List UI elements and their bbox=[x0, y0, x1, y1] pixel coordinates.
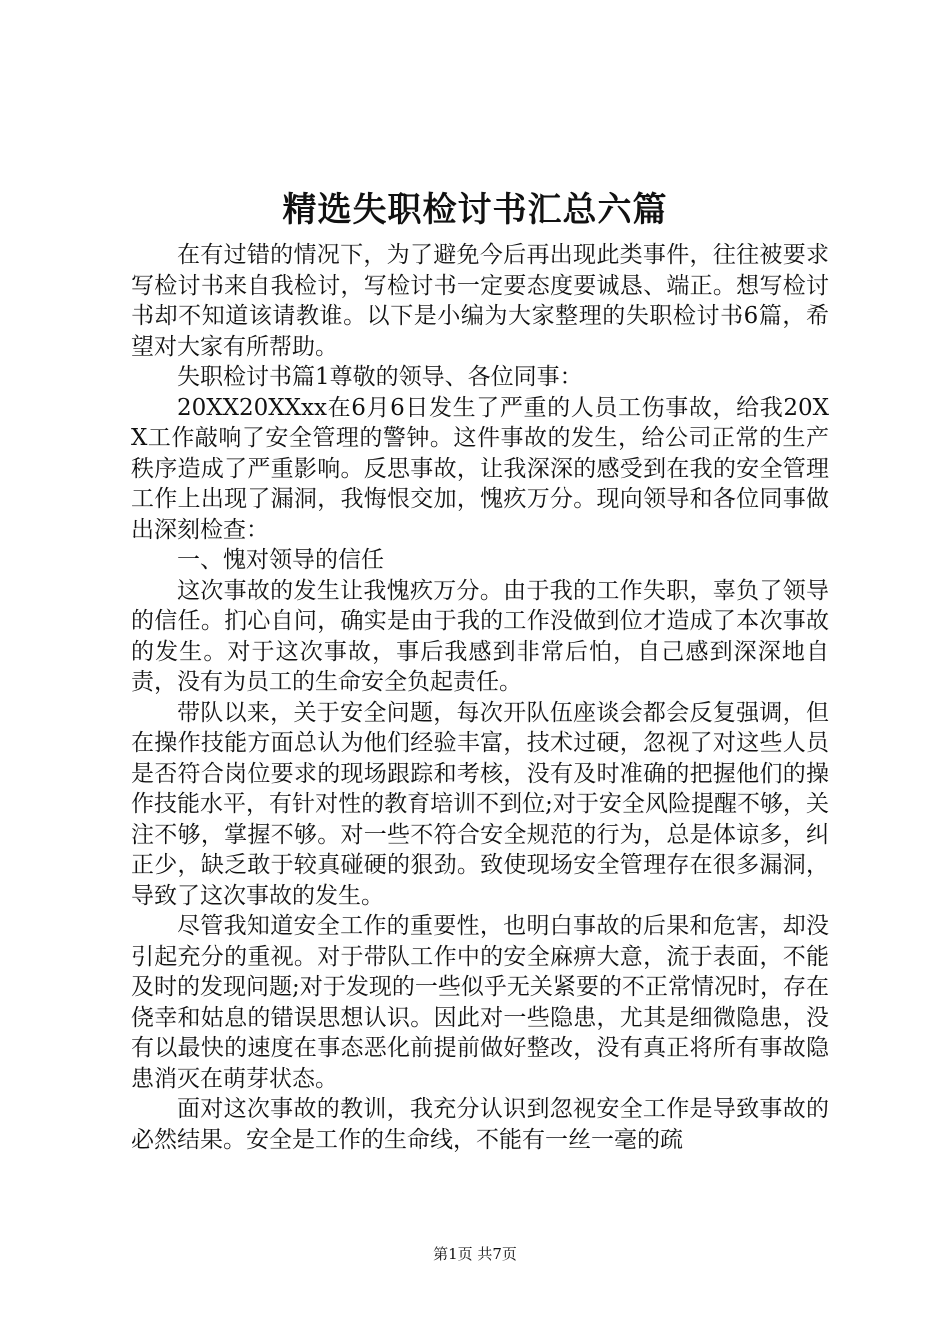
paragraph-salutation: 失职检讨书篇1尊敬的领导、各位同事： bbox=[177, 364, 583, 390]
paragraph-team: 带队以来，关于安全问题，每次开队伍座谈会都会反复强调，但在操作技能方面总认为他们经验丰富，技术过硬，忽视了对这些人员是否符合岗位要求的现场跟踪和考核，没有及时准确的把握他们的操作技能水平，有针对性的教育培训不到位;对于安全风险提醒不够，关注不够，掌握不够。对一些不符合安全规范的行为，总是体谅多，纠正少，缺乏敢于较真碰硬的狠劲。致使现场安全管理存在很多漏洞，导致了这次事故的发生。 bbox=[131, 699, 829, 909]
paragraph-importance: 尽管我知道安全工作的重要性，也明白事故的后果和危害，却没引起充分的重视。对于带队工作中的安全麻痹大意，流于表面，不能及时的发现问题;对于发现的一些似乎无关紧要的不正常情况时，存在侥幸和姑息的错误思想认识。因此对一些隐患，尤其是细微隐患，没有以最快的速度在事态恶化前提前做好整改，没有真正将所有事故隐患消灭在萌芽状态。 bbox=[131, 913, 829, 1092]
paragraph-incident: 20XX20XXxx在6月6日发生了严重的人员工伤事故，给我20XX工作敲响了安全管理的警钟。这件事故的发生，给公司正常的生产秩序造成了严重影响。反思事故，让我深深的感受到在我的安全管理工作上出现了漏洞，我悔恨交加，愧疚万分。现向领导和各位同事做出深刻检查： bbox=[131, 394, 829, 543]
document-body bbox=[131, 240, 829, 1155]
paragraph-trust: 这次事故的发生让我愧疚万分。由于我的工作失职，辜负了领导的信任。扪心自问，确实是由于我的工作没做到位才造成了本次事故的发生。对于这次事故，事后我感到非常后怕，自己感到深深地自责，没有为员工的生命安全负起责任。 bbox=[131, 577, 829, 695]
section-heading-1: 一、愧对领导的信任 bbox=[177, 547, 384, 573]
page-number-footer: 第1页 共7页 bbox=[433, 1245, 517, 1263]
document-title: 精选失职检讨书汇总六篇 bbox=[282, 190, 668, 230]
paragraph-intro: 在有过错的情况下，为了避免今后再出现此类事件，往往被要求写检讨书来自我检讨，写检讨书一定要态度要诚恳、端正。想写检讨书却不知道该请教谁。以下是小编为大家整理的失职检讨书6篇，希望对大家有所帮助。 bbox=[131, 242, 829, 360]
paragraph-lesson: 面对这次事故的教训，我充分认识到忽视安全工作是导致事故的必然结果。安全是工作的生命线，不能有一丝一毫的疏 bbox=[131, 1096, 829, 1153]
